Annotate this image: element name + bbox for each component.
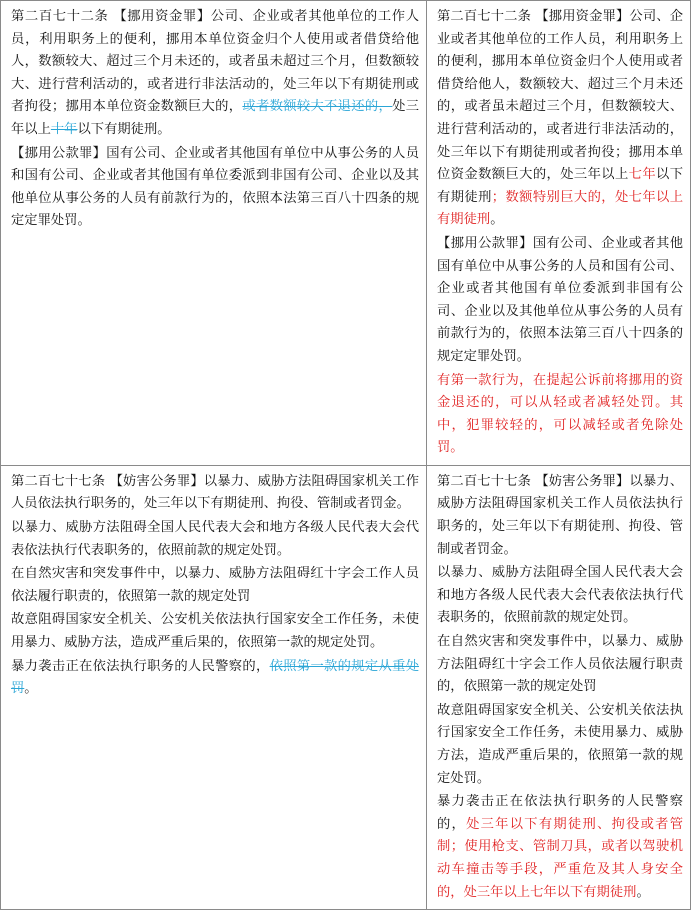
- table-row: [1, 465, 691, 909]
- old-text-cell-art272: [1, 1, 427, 466]
- old-art277-para4: 故意阻碍国家安全机关、公安机关依法执行国家安全工作任务，未使用暴力、威胁方法，造成严重后果的，依照第一款的规定处罚。: [11, 612, 419, 651]
- deleted-text: 依照第一款的规定从重处罚: [11, 658, 420, 697]
- old-art272-text: 第二百七十二条 【挪用资金罪】公司、企业或者其他单位的工作人员，利用职务上的便利，挪用本单位资金归个人使用或者借贷给他人，数额较大、超过三个月未还的，或者虽未超过三个月，但数额较大、进行营利活动的，或者进行非法活动的，处三年以下有期徒刑或者拘役；挪用本单位资金数额巨大的，: [11, 9, 419, 115]
- added-text: 七年: [628, 167, 657, 183]
- new-art272-para2: 【挪用公款罪】国有公司、企业或者其他国有单位中从事公务的人员和国有公司、企业或者其他国有单位委派到非国有公司、企业以及其他单位从事公务的人员有前款行为的，依照本法第三百八十四条的规定定罪处罚。: [437, 235, 683, 364]
- new-art277-para2: 以暴力、威胁方法阻碍全国人民代表大会和地方各级人民代表大会代表依法执行代表职务的，依照前款的规定处罚。: [437, 565, 683, 626]
- old-art272-text: 以下有期徒刑。: [77, 121, 171, 137]
- new-art277-para5: [437, 791, 683, 904]
- new-art277-text: 暴力袭击正在依法执行职务的人民警察的，: [437, 794, 683, 832]
- new-art272-text: 以下有期徒刑: [437, 167, 684, 205]
- new-text-cell-art277: [427, 465, 691, 909]
- new-art272-text: 。: [490, 212, 504, 228]
- added-text: 处三年以下有期徒刑、拘役或者管制；使用枪支、管制刀具，或者以驾驶机动车撞击等手段，严重危及其人身安全的，处三年以上七年以下有期徒刑: [437, 816, 684, 900]
- new-art277-text: 。: [636, 884, 650, 900]
- old-text-cell-art277: [1, 465, 427, 909]
- new-art272-text: 第二百七十二条 【挪用资金罪】公司、企业或者其他单位的工作人员，利用职务上的便利，挪用本单位资金归个人使用或者借贷给他人，数额较大、超过三个月未还的，或者虽未超过三个月，但数额较大、进行营利活动的，或者进行非法活动的，处三年以下有期徒刑或者拘役；挪用本单位资金数额巨大的，处三年以上: [437, 9, 683, 183]
- old-art277-para5: [11, 656, 419, 701]
- old-art277-para3: 在自然灾害和突发事件中，以暴力、威胁方法阻碍红十字会工作人员依法履行职责的，依照第一款的规定处罚: [11, 566, 419, 604]
- new-art272-para1: [437, 6, 683, 232]
- old-art272-para1: [11, 6, 419, 142]
- new-text-cell-art272: [427, 1, 691, 466]
- new-art277-para4: 故意阻碍国家安全机关、公安机关依法执行国家安全工作任务，未使用暴力、威胁方法，造成严重后果的，依照第一款的规定处罚。: [437, 702, 683, 786]
- table-row: [1, 1, 691, 466]
- old-art277-text: 。: [24, 681, 38, 697]
- added-text: ；数额特别巨大的，处七年以上有期徒刑: [437, 189, 684, 228]
- old-art277-text: 暴力袭击正在依法执行职务的人民警察的，: [11, 658, 270, 674]
- old-art272-text: 处三年以上: [11, 99, 420, 137]
- new-art277-para1: 第二百七十七条 【妨害公务罪】以暴力、威胁方法阻碍国家机关工作人员依法执行职务的，处三年以下有期徒刑、拘役、管制或者罚金。: [437, 473, 683, 557]
- new-art277-para3: 在自然灾害和突发事件中，以暴力、威胁方法阻碍红十字会工作人员依法履行职责的，依照第一款的规定处罚: [437, 634, 683, 695]
- old-art277-para1: 第二百七十七条 【妨害公务罪】以暴力、威胁方法阻碍国家机关工作人员依法执行职务的，处三年以下有期徒刑、拘役、管制或者罚金。: [11, 473, 419, 512]
- new-art272-para3-added: 有第一款行为，在提起公诉前将挪用的资金退还的，可以从轻或者减轻处罚。其中，犯罪较轻的，可以减轻或者免除处罚。: [437, 372, 683, 456]
- old-art272-para2: 【挪用公款罪】国有公司、企业或者其他国有单位中从事公务的人员和国有公司、企业或者其他国有单位委派到非国有公司、企业以及其他单位从事公务的人员有前款行为的，依照本法第三百八十四条的规定定罪处罚。: [11, 145, 419, 229]
- deleted-text: 十年: [50, 121, 78, 137]
- deleted-text: 或者数额较大不退还的，: [242, 99, 393, 115]
- old-art277-para2: 以暴力、威胁方法阻碍全国人民代表大会和地方各级人民代表大会代表依法执行代表职务的，依照前款的规定处罚。: [11, 520, 419, 558]
